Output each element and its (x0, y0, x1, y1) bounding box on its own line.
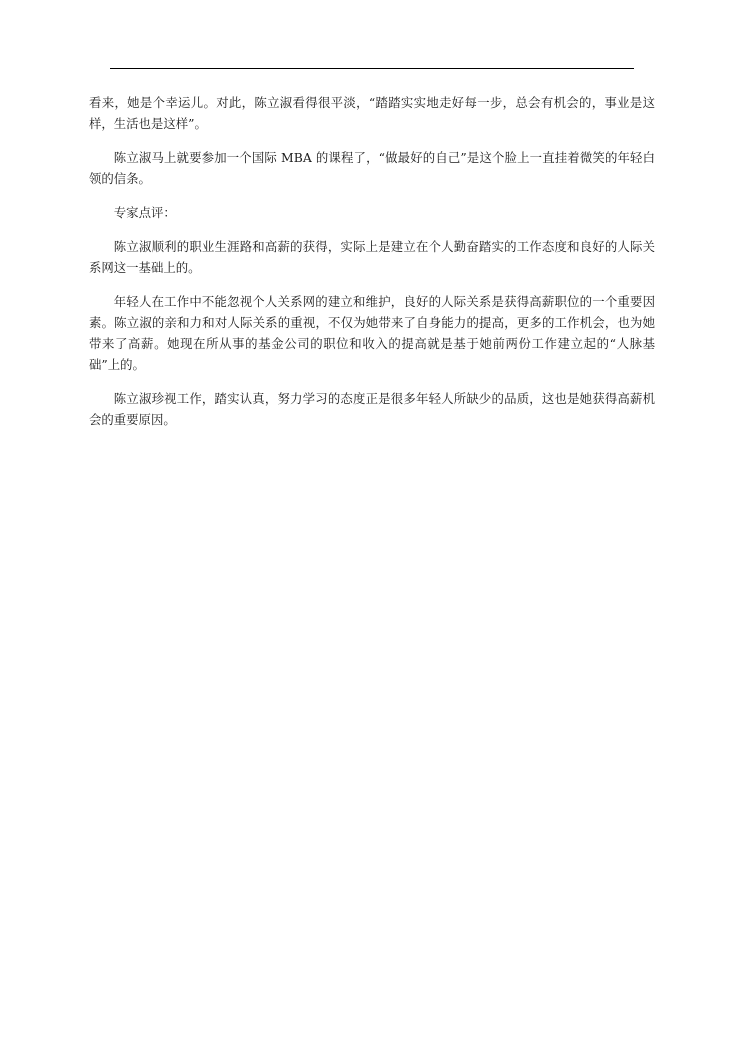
paragraph-continuation: 看来，她是个幸运儿。对此，陈立淑看得很平淡，“踏踏实实地走好每一步，总会有机会的，事业是这样，生活也是这样”。 (89, 95, 655, 131)
paragraph-mba: 陈立淑马上就要参加一个国际 MBA 的课程了，“做最好的自己”是这个脸上一直挂着微笑的年轻白领的信条。 (89, 150, 655, 186)
header-rule (110, 68, 634, 69)
paragraph-relationships: 年轻人在工作中不能忽视个人关系网的建立和维护，良好的人际关系是获得高薪职位的一个重要因素。陈立淑的亲和力和对人际关系的重视，不仅为她带来了自身能力的提高，更多的工作机会，也为她带来了高薪。她现在所从事的基金公司的职位和收入的提高就是基于她前两份工作建立起的“人脉基础”上的。 (89, 294, 655, 372)
document-body (89, 92, 655, 443)
paragraph-work-attitude: 陈立淑珍视工作，踏实认真，努力学习的态度正是很多年轻人所缺少的品质，这也是她获得高薪机会的重要原因。 (89, 391, 655, 427)
section-heading-expert-comment: 专家点评： (113, 205, 176, 220)
paragraph-career-path: 陈立淑顺利的职业生涯路和高薪的获得，实际上是建立在个人勤奋踏实的工作态度和良好的人际关系网这一基础上的。 (89, 239, 655, 275)
